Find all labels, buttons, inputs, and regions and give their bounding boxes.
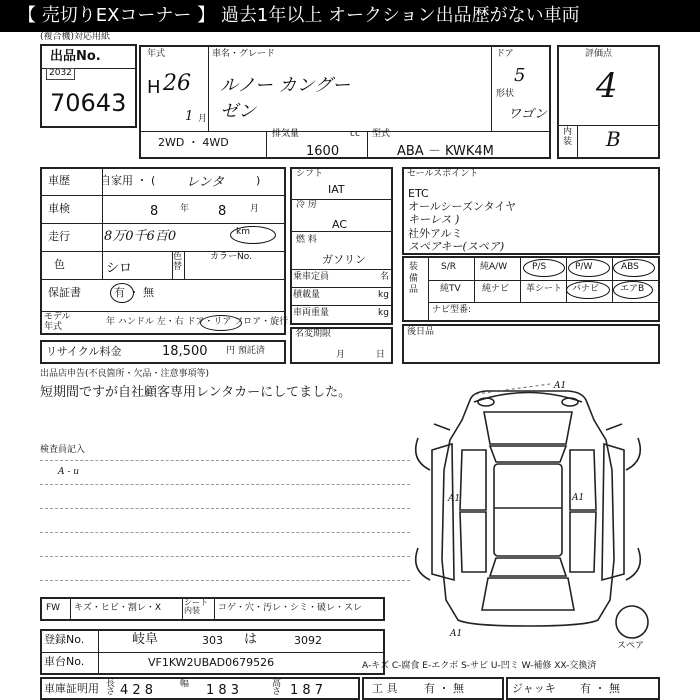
history-label: 車歴 [48, 174, 70, 187]
warranty-circle [110, 283, 134, 303]
weight-label: 車両重量 [293, 308, 330, 318]
lot-label: 出品No. [50, 49, 101, 64]
load-unit: kg [378, 290, 389, 300]
inspector-note: A - u [58, 467, 80, 477]
damage-legend: A-キズ C-腐食 E-エクボ S-サビ U-凹ミ W-補修 XX-交換済 [362, 661, 597, 671]
length-value: 4 2 8 [120, 683, 154, 698]
equipment-airbag: エアB [620, 284, 645, 294]
recycle-label: リサイクル料金 [46, 345, 122, 358]
equipment-sr: S/R [441, 262, 456, 272]
equipment-tv: 純TV [440, 284, 461, 294]
warranty-options: 有 ・ 無 [114, 286, 154, 299]
recycle-value: 18,500 [162, 344, 208, 359]
history-options: 自家用 ・ ( [100, 174, 156, 187]
equipment-panavi: パナビ [572, 284, 600, 294]
color-no-label: カラーNo. [210, 252, 252, 262]
mileage-label: 走行 [48, 230, 70, 243]
jack-value: 有 ・ 無 [580, 682, 620, 695]
tool-label: 工 具 [372, 682, 398, 695]
model-year-label: モデル年式 [44, 312, 71, 332]
fuel-label: 燃 料 [296, 235, 317, 245]
model-label: 型式 [372, 129, 391, 139]
color-change-label: 色替 [173, 252, 183, 272]
history-close: ) [256, 174, 261, 187]
year-era: H [147, 77, 161, 98]
month-unit: 月 [198, 114, 208, 124]
inspection-label: 車検 [48, 202, 70, 215]
shift-label: シフト [296, 169, 324, 179]
displacement-value: 1600 [306, 144, 340, 159]
mark-a1-right: A1 [572, 493, 585, 503]
width-label: 幅 [180, 679, 190, 689]
fw-text: キズ・ヒビ・割レ・X [74, 603, 161, 613]
sales-item-0: ETC [408, 187, 429, 200]
mileage-value: 8万0千6百0 [104, 229, 177, 244]
weight-unit: kg [378, 308, 389, 318]
inspection-month: 8 [218, 204, 227, 219]
pw-circle [568, 259, 610, 277]
comments-text: 短期間ですが自社顧客専用レンタカーにしてました。 [40, 385, 352, 400]
chassis-value: VF1KW2UBAD0679526 [148, 656, 275, 669]
name-label: 車名・グレード [212, 49, 276, 59]
sales-item-4: スペアキー(スペア) [408, 240, 505, 253]
reg-kana: は [244, 632, 258, 647]
reg-num1: 303 [202, 634, 223, 647]
banner: 【 売切りEXコーナー 】 過去1年以上 オークション出品歴がない車両 [0, 0, 700, 32]
mark-a1-bottom: A1 [450, 629, 463, 639]
history-box [40, 167, 289, 335]
drive-options: 2WD ・ 4WD [158, 136, 229, 149]
equipment-navi: 純ナビ [482, 284, 510, 294]
name-change-label: 名変期限 [295, 329, 332, 339]
car-grade: ゼン [220, 101, 256, 122]
fw-label: FW [46, 603, 61, 613]
door-value: 5 [514, 65, 526, 86]
door-label: ドア [496, 49, 514, 59]
capacity-unit: 名 [380, 272, 390, 282]
inspection-month-unit: 月 [250, 204, 260, 214]
equipment-ps: P/S [532, 262, 547, 272]
equipment-aw: 純A/W [480, 262, 508, 272]
lot-stamp: 2032 [46, 68, 75, 80]
sales-item-2: キーレス ) [408, 213, 460, 226]
seat-label: シート内装 [184, 598, 208, 615]
later-date-box [402, 324, 660, 364]
shape-label: 形状 [496, 89, 515, 99]
ps-circle [523, 259, 565, 277]
displacement-unit: cc [350, 129, 360, 139]
displacement-label: 排気量 [272, 129, 300, 139]
mileage-unit-circle [230, 226, 276, 244]
month-value: 1 [185, 109, 194, 124]
model-year-text: 年 ハンドル 左・右 ドア・リア フロア・旋行 [106, 317, 289, 327]
sales-item-3: 社外アルミ [408, 227, 463, 240]
height-label: 高さ [272, 679, 282, 698]
lot-number: 70643 [50, 89, 127, 117]
equipment-seat: 革シート [526, 284, 563, 294]
equipment-abs: ABS [621, 262, 639, 272]
shape-value: ワゴン [508, 107, 548, 122]
mark-a1-left: A1 [448, 494, 461, 504]
seat-text: コゲ・穴・汚レ・シミ・破レ・スレ [218, 603, 363, 613]
mileage-unit: km [236, 227, 250, 237]
load-label: 積載量 [293, 290, 321, 300]
mark-a1-top: A1 [554, 381, 567, 391]
history-value: レンタ [186, 175, 225, 190]
shift-value: IAT [328, 183, 345, 196]
navi-model-label: ナビ型番: [432, 305, 472, 315]
later-date-label: 後日品 [407, 327, 435, 337]
recycle-unit: 円 預託済 [226, 346, 265, 356]
interior-score: B [606, 127, 621, 151]
width-value: 1 8 3 [206, 683, 240, 698]
capacity-label: 乗車定員 [293, 272, 330, 282]
equipment-pw: P/W [575, 262, 593, 272]
equipment-label: 装備品 [409, 262, 419, 296]
reg-num2: 3092 [294, 634, 322, 647]
inspection-year: 8 [150, 204, 159, 219]
name-change-unit: 月 日 [336, 350, 385, 360]
interior-label: 内 装 [563, 127, 573, 147]
spare-label: スペア [617, 641, 645, 651]
fuel-value: ガソリン [322, 253, 366, 266]
airbag-circle [613, 281, 653, 299]
chassis-label: 車台No. [44, 655, 85, 668]
warranty-label: 保証書 [48, 286, 81, 299]
sub-label: (複合機)対応用紙 [40, 32, 111, 42]
reg-label: 登録No. [44, 633, 85, 646]
height-value: 1 8 7 [290, 683, 324, 698]
panavi-circle [566, 281, 610, 299]
length-label: 長さ [106, 679, 116, 698]
ac-value: AC [332, 218, 348, 231]
year-label: 年式 [147, 49, 166, 59]
reg-city: 岐阜 [132, 632, 159, 647]
door-option-circle [200, 315, 242, 331]
year-value: 26 [163, 71, 191, 96]
comments-label: 出品店申告(不良箇所・欠品・注意事項等) [40, 369, 210, 379]
color-label: 色 [54, 258, 65, 271]
jack-label: ジャッキ [512, 682, 556, 695]
color-value: シロ [106, 261, 133, 276]
ac-label: 冷 房 [296, 200, 317, 210]
rating-label: 評価点 [585, 49, 613, 59]
sales-label: セールスポイント [407, 169, 479, 179]
inspection-year-unit: 年 [180, 204, 190, 214]
abs-circle [613, 259, 655, 277]
inspector-label: 検査員記入 [40, 445, 86, 455]
lot-box [40, 44, 137, 128]
cert-label: 車庫証明用 [44, 682, 99, 695]
tool-value: 有 ・ 無 [424, 682, 464, 695]
car-name: ルノー カングー [220, 75, 351, 96]
rating-score: 4 [596, 66, 618, 106]
sales-item-1: オールシーズンタイヤ [408, 200, 517, 213]
model-value: ABA － KWK4M [397, 144, 494, 159]
